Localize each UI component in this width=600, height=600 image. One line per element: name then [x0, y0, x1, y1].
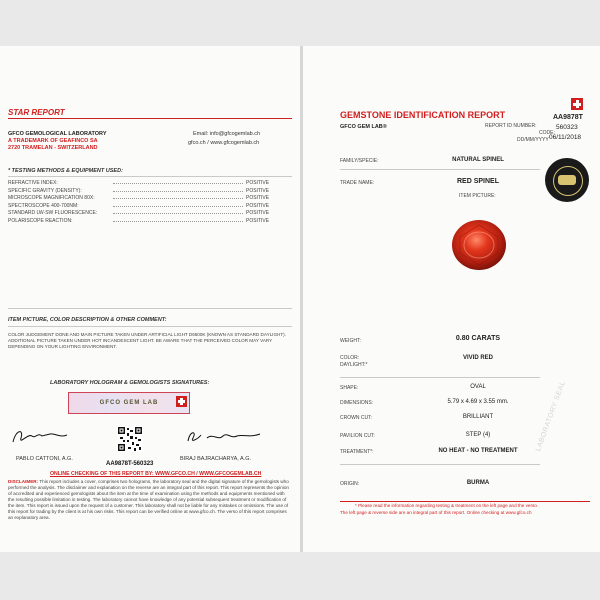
color-label: COLOR:: [340, 355, 360, 361]
report-id: AA9878T: [553, 114, 583, 121]
methods-heading: * TESTING METHODS & EQUIPMENT USED:: [8, 168, 123, 174]
test-row: [8, 195, 292, 201]
lab-websites[interactable]: gfco.ch / www.gfcogemlab.ch: [188, 140, 260, 146]
date-label: DD/MM/YYYY: [517, 137, 549, 143]
divider: [340, 501, 590, 502]
test-result: POSITIVE: [246, 202, 270, 209]
treatment-label: TREATMENT*:: [340, 449, 374, 455]
divider: [340, 169, 540, 170]
qr-code-icon[interactable]: [117, 426, 143, 452]
color-value: VIVID RED: [462, 355, 493, 361]
divider: [340, 464, 540, 465]
crown-cut-value: BRILLIANT: [462, 414, 494, 420]
disclaimer-text: This report includes a cover, comprises two holograms, the laboratory seal and the digital signature of the gemologists who performed the analysis. The disclaimer and explanation on the reverse are an integral part of this report. This report represents the opinion of accredited and experienced gemologists about the item at the time of examination using the methods and equipments mentioned with the resulting possible limitation in testing. The laboratory cannot have knowledge of any potential subsequent treatment or modification of the item. This report is issued upon the request of a customer. This laboratory shall not be liable for any mistakes or omissions. The use of this report for trading by the client is at his own risks. This report can be verified online at www.gfco.ch. The verso of this report comprises an explanatory area.: [8, 479, 289, 520]
dot-leader: [113, 198, 243, 199]
weight-label: WEIGHT:: [340, 338, 361, 344]
lab-address: 2720 TRAMELAN - SWITZERLAND: [8, 145, 98, 151]
trade-name-label: TRADE NAME:: [340, 180, 375, 186]
signature-2: [185, 426, 265, 448]
treatment-value: NO HEAT - NO TREATMENT: [438, 448, 518, 454]
test-row: [8, 180, 292, 186]
swiss-flag-icon: [571, 98, 583, 110]
divider: [340, 377, 540, 378]
divider: [8, 308, 292, 309]
report-id-label: REPORT ID NUMBER:: [485, 123, 537, 129]
left-page-star-report: [0, 46, 300, 552]
signature-1: [10, 426, 70, 448]
pavilion-cut-label: PAVILION CUT:: [340, 433, 375, 439]
pavilion-cut-value: STEP (4): [465, 432, 491, 438]
crown-cut-label: CROWN CUT:: [340, 415, 372, 421]
comment-text: COLOR JUDGEMENT DONE AND MAIN PICTURE TAKEN UNDER ARTIFICIAL LIGHT D6500K (KNOWN AS STANDARD DAYLIGHT). ADDITIONAL PICTURE TAKEN UNDER HOT INCANDESCENT LIGHT. BE AWARE THAT THE PERCEIVED COLOR MAY VARY DEPENDING ON YOUR LIGHTING ENVIRONMENT.: [8, 332, 286, 349]
family-label: FAMILY/SPECIE:: [340, 158, 379, 164]
hologram-strip: [68, 392, 190, 414]
footer-note-1: * Please read the information regarding testing & treatment on the left page and the verso.: [355, 503, 539, 508]
test-row: [8, 218, 292, 224]
disclaimer: [8, 479, 292, 521]
dot-leader: [113, 191, 243, 192]
weight-value: 0.80 CARATS: [455, 335, 501, 342]
item-picture-label: ITEM PICTURE:: [459, 193, 496, 199]
report-code: 560323: [556, 124, 578, 131]
online-check-link[interactable]: ONLINE CHECKING OF THIS REPORT BY: WWW.GFCO.CH / WWW.GFCOGEMLAB.CH: [50, 471, 262, 477]
disclaimer-label: DISCLAIMER:: [8, 479, 39, 484]
test-result: POSITIVE: [246, 187, 270, 194]
test-name: SPECIFIC GRAVITY (DENSITY):: [8, 187, 82, 194]
comment-heading: ITEM PICTURE, COLOR DESCRIPTION & OTHER COMMENT:: [8, 317, 167, 323]
dot-leader: [113, 206, 243, 207]
signer-2-name: BIRAJ BAJRACHARYA, A.G.: [180, 456, 252, 462]
footer-note-2[interactable]: The left page & reverse side are an integral part of this report. Online checking at www.gfco.ch: [340, 510, 532, 515]
test-result: POSITIVE: [246, 218, 270, 224]
lab-name: GFCO GEMOLOGICAL LABORATORY: [8, 131, 107, 137]
hologram-label: GFCO GEM LAB: [99, 400, 159, 406]
lab-email[interactable]: Email: info@gfcogemlab.ch: [193, 131, 261, 137]
divider: [8, 326, 292, 327]
dot-leader: [113, 183, 243, 184]
daylight-label: DAYLIGHT:*: [340, 362, 368, 368]
dot-leader: [113, 221, 243, 222]
test-result: POSITIVE: [246, 195, 270, 202]
divider: [8, 176, 292, 177]
lab-label: GFCO GEM LAB®: [340, 124, 387, 130]
test-result: POSITIVE: [246, 210, 270, 217]
report-title: GEMSTONE IDENTIFICATION REPORT: [340, 110, 506, 120]
laboratory-hologram-seal-icon: [545, 158, 589, 202]
origin-label: ORIGIN:: [340, 481, 360, 487]
test-name: SPECTROSCOPE 400-700NM:: [8, 202, 79, 209]
code-label: CODE:: [539, 130, 555, 136]
right-page-identification-report: [303, 46, 600, 552]
laboratory-seal-watermark: LABORATORY SEAL: [535, 380, 567, 453]
dot-leader: [113, 213, 243, 214]
test-name: POLARISCOPE REACTION:: [8, 218, 73, 224]
test-name: MICROSCOPE MAGNIFICATION 80X:: [8, 195, 95, 202]
test-row: [8, 188, 292, 194]
star-report-title: STAR REPORT: [8, 108, 65, 117]
signer-1-name: PABLO CATTONI, A.G.: [16, 456, 73, 462]
spinel-gemstone-image: [448, 217, 510, 273]
divider: [8, 118, 292, 119]
shape-value: OVAL: [470, 384, 486, 390]
dimensions-label: DIMENSIONS:: [340, 400, 374, 406]
shape-label: SHAPE:: [340, 385, 359, 391]
test-row: [8, 210, 292, 216]
test-row: [8, 203, 292, 209]
trade-name-value: RED SPINEL: [456, 178, 499, 185]
swiss-flag-icon: [176, 396, 187, 407]
test-result: POSITIVE: [246, 180, 270, 186]
report-date: 06/11/2018: [549, 134, 582, 141]
test-name: REFRACTIVE INDEX:: [8, 180, 58, 186]
origin-value: BURMA: [466, 480, 490, 486]
dimensions-value: 5.79 x 4.69 x 3.55 mm.: [447, 399, 509, 405]
hologram-heading: LABORATORY HOLOGRAM & GEMOLOGISTS SIGNATURES:: [50, 380, 210, 386]
lab-trademark: A TRADEMARK OF GEAFINCO SA: [8, 138, 98, 144]
family-value: NATURAL SPINEL: [452, 157, 504, 163]
test-name: STANDARD LW-SW FLUORESCENCE:: [8, 210, 98, 217]
report-number: AA9878T-560323: [106, 461, 154, 467]
